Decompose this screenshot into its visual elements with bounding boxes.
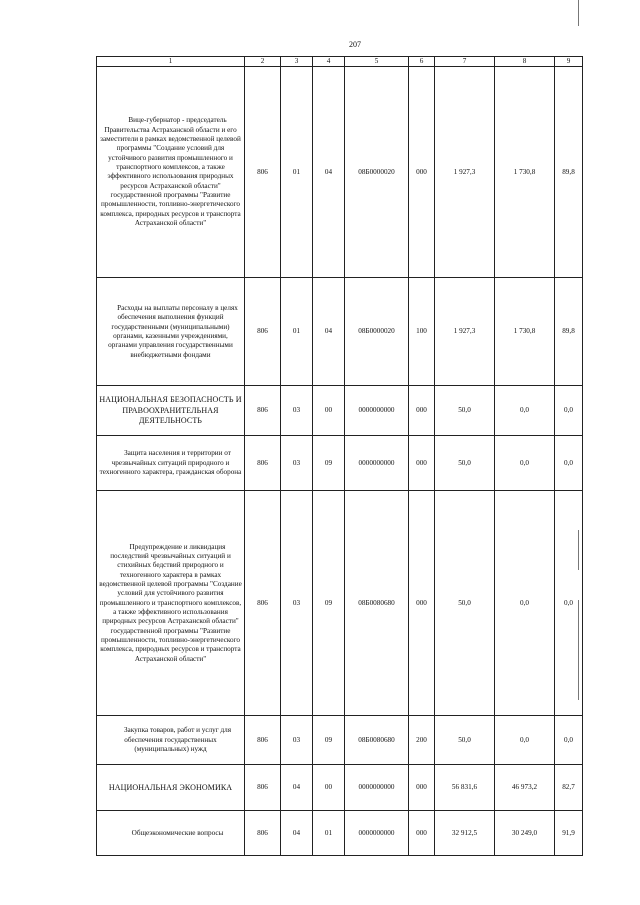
cell-value: 000 [409,491,435,716]
cell-value: 01 [281,278,313,386]
table-row [97,386,583,436]
row-name: Общеэкономические вопросы [97,811,245,856]
cell-value: 000 [409,67,435,278]
cell-value: 89,8 [555,67,583,278]
cell-value: 806 [245,491,281,716]
cell-value: 09 [313,716,345,765]
cell-value: 806 [245,67,281,278]
cell-value: 03 [281,386,313,436]
cell-value: 1 927,3 [435,278,495,386]
cell-value: 0,0 [555,716,583,765]
cell-value: 50,0 [435,386,495,436]
cell-value: 200 [409,716,435,765]
cell-value: 0,0 [555,386,583,436]
cell-value: 0,0 [495,716,555,765]
page-number: 207 [349,40,361,49]
cell-value: 000 [409,386,435,436]
cell-value: 50,0 [435,436,495,491]
cell-value: 0000000000 [345,386,409,436]
cell-value: 00 [313,386,345,436]
row-name: НАЦИОНАЛЬНАЯ ЭКОНОМИКА [97,765,245,811]
cell-value: 0,0 [555,436,583,491]
table-row [97,67,583,278]
cell-value: 89,8 [555,278,583,386]
table-row [97,716,583,765]
cell-value: 03 [281,716,313,765]
row-name: Закупка товаров, работ и услуг для обеспечения государственных (муниципальных) нужд [97,716,245,765]
table-row [97,491,583,716]
cell-value: 08Б0080680 [345,716,409,765]
cell-value: 08Б0000020 [345,67,409,278]
row-name: НАЦИОНАЛЬНАЯ БЕЗОПАСНОСТЬ И ПРАВООХРАНИТЕЛЬНАЯ ДЕЯТЕЛЬНОСТЬ [97,386,245,436]
column-header: 7 [435,57,495,67]
column-header: 8 [495,57,555,67]
cell-value: 1 927,3 [435,67,495,278]
column-header: 4 [313,57,345,67]
cell-value: 0000000000 [345,436,409,491]
table-row [97,436,583,491]
cell-value: 56 831,6 [435,765,495,811]
cell-value: 91,9 [555,811,583,856]
cell-value: 0000000000 [345,765,409,811]
cell-value: 806 [245,436,281,491]
cell-value: 806 [245,811,281,856]
table-row [97,765,583,811]
cell-value: 03 [281,491,313,716]
column-header: 2 [245,57,281,67]
cell-value: 08Б0000020 [345,278,409,386]
cell-value: 1 730,8 [495,67,555,278]
cell-value: 09 [313,436,345,491]
cell-value: 1 730,8 [495,278,555,386]
cell-value: 04 [313,67,345,278]
cell-value: 50,0 [435,491,495,716]
row-name: Расходы на выплаты персоналу в целях обеспечения выполнения функций государственными (муниципальными) органами, казенными учреждениями, органами управления государственными внебюджетными фондами [97,278,245,386]
cell-value: 03 [281,436,313,491]
column-header: 3 [281,57,313,67]
cell-value: 000 [409,436,435,491]
budget-table [96,56,583,856]
column-header: 1 [97,57,245,67]
cell-value: 32 912,5 [435,811,495,856]
cell-value: 0,0 [495,491,555,716]
margin-line [578,0,579,26]
row-name: Защита населения и территории от чрезвычайных ситуаций природного и техногенного характера, гражданская оборона [97,436,245,491]
cell-value: 09 [313,491,345,716]
cell-value: 0,0 [495,436,555,491]
cell-value: 04 [313,278,345,386]
cell-value: 01 [281,67,313,278]
cell-value: 00 [313,765,345,811]
cell-value: 0,0 [495,386,555,436]
cell-value: 000 [409,811,435,856]
cell-value: 806 [245,716,281,765]
cell-value: 46 973,2 [495,765,555,811]
table-row [97,278,583,386]
row-name: Вице-губернатор - председатель Правительства Астраханской области и его заместители в рамках ведомственной целевой программы "Создание условий для устойчивого развития промышленного и транспортного комплексов, а также эффективного использования природных ресурсов Астраханской области" государственной программы "Развитие промышленности, топливно-энергетического комплекса, природных ресурсов и транспорта Астраханской области" [97,67,245,278]
cell-value: 806 [245,278,281,386]
cell-value: 0,0 [555,491,583,716]
table-header-row [97,57,583,67]
cell-value: 04 [281,765,313,811]
table-row [97,811,583,856]
cell-value: 100 [409,278,435,386]
cell-value: 806 [245,765,281,811]
cell-value: 04 [281,811,313,856]
column-header: 9 [555,57,583,67]
cell-value: 01 [313,811,345,856]
cell-value: 50,0 [435,716,495,765]
row-name: Предупреждение и ликвидация последствий чрезвычайных ситуаций и стихийных бедствий природного и техногенного характера в рамках ведомственной целевой программы "Создание условий для устойчивого развития промышленного и транспортного комплексов, а также эффективного использования природных ресурсов Астраханской области" государственной программы "Развитие промышленности, топливно-энергетического комплекса, природных ресурсов и транспорта Астраханской области" [97,491,245,716]
column-header: 6 [409,57,435,67]
cell-value: 82,7 [555,765,583,811]
column-header: 5 [345,57,409,67]
cell-value: 0000000000 [345,811,409,856]
cell-value: 08Б0080680 [345,491,409,716]
cell-value: 30 249,0 [495,811,555,856]
cell-value: 000 [409,765,435,811]
cell-value: 806 [245,386,281,436]
